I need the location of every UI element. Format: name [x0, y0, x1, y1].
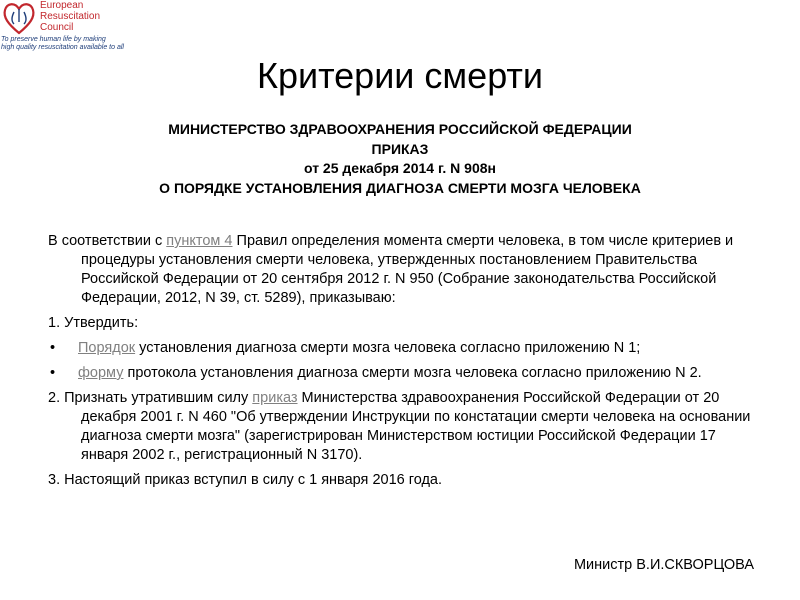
bullet-item [48, 339, 758, 358]
item-2-text-before: 2. Признать утратившим силу [48, 390, 253, 406]
heart-lungs-logo-icon [2, 0, 36, 36]
ministry-name: МИНИСТЕРСТВО ЗДРАВООХРАНЕНИЯ РОССИЙСКОЙ ФЕДЕРАЦИИ [168, 121, 632, 137]
bullet-text: установления диагноза смерти мозга человека согласно приложению N 1; [135, 340, 641, 356]
link-forma[interactable]: форму [78, 365, 124, 381]
logo-word-european: European [40, 0, 84, 11]
logo-word-resuscitation: Resuscitation [40, 11, 101, 22]
link-prikaz[interactable]: приказ [252, 390, 298, 406]
logo-tagline-2: high quality resuscitation available to all [1, 44, 124, 51]
bullet-item [48, 364, 758, 383]
intro-text-before: В соответствии с [48, 233, 167, 249]
order-header [0, 120, 800, 198]
erc-logo [0, 0, 136, 54]
minister-signature: Министр В.И.СКВОРЦОВА [573, 557, 754, 573]
order-label: ПРИКАЗ [371, 140, 429, 157]
order-date: от 25 декабря 2014 г. N 908н [303, 160, 496, 176]
bullet-icon: • [50, 365, 56, 381]
item-2-text-after: Министерства здравоохранения Российской Федерации от 20 декабря 2001 г. N 460 "Об утверждении Инструкции по констатации смерти человека на основании диагноза смерти мозга" (зарегистрирован Министерством юстиции Российской Федерации 17 января 2002 г., регистрационный N 3170). [81, 390, 751, 463]
bullet-text: протокола установления диагноза смерти мозга человека согласно приложению N 2. [123, 365, 702, 381]
link-punkt-4[interactable]: пунктом 4 [166, 233, 233, 249]
link-poryadok[interactable]: Порядок [78, 340, 136, 356]
logo-word-council: Council [40, 22, 74, 33]
logo-tagline-1: To preserve human life by making [1, 36, 106, 43]
item-1: 1. Утвердить: [48, 315, 139, 331]
intro-text-after: Правил определения момента смерти человека, в том числе критериев и процедуры установления смерти человека, утвержденных постановлением Правительства Российской Федерации от 20 сентября 2012 г. N 950 (Собрание законодательства Российской Федерации, 2012, N 39, ст. 5289), приказываю: [81, 233, 734, 306]
order-subject: О ПОРЯДКЕ УСТАНОВЛЕНИЯ ДИАГНОЗА СМЕРТИ МОЗГА ЧЕЛОВЕКА [159, 179, 641, 196]
slide-title: Критерии смерти [256, 55, 544, 96]
item-3: 3. Настоящий приказ вступил в силу с 1 января 2016 года. [48, 472, 442, 488]
intro-paragraph [48, 232, 758, 308]
bullet-icon: • [50, 340, 56, 356]
item-2 [48, 389, 758, 465]
order-body [48, 232, 758, 496]
